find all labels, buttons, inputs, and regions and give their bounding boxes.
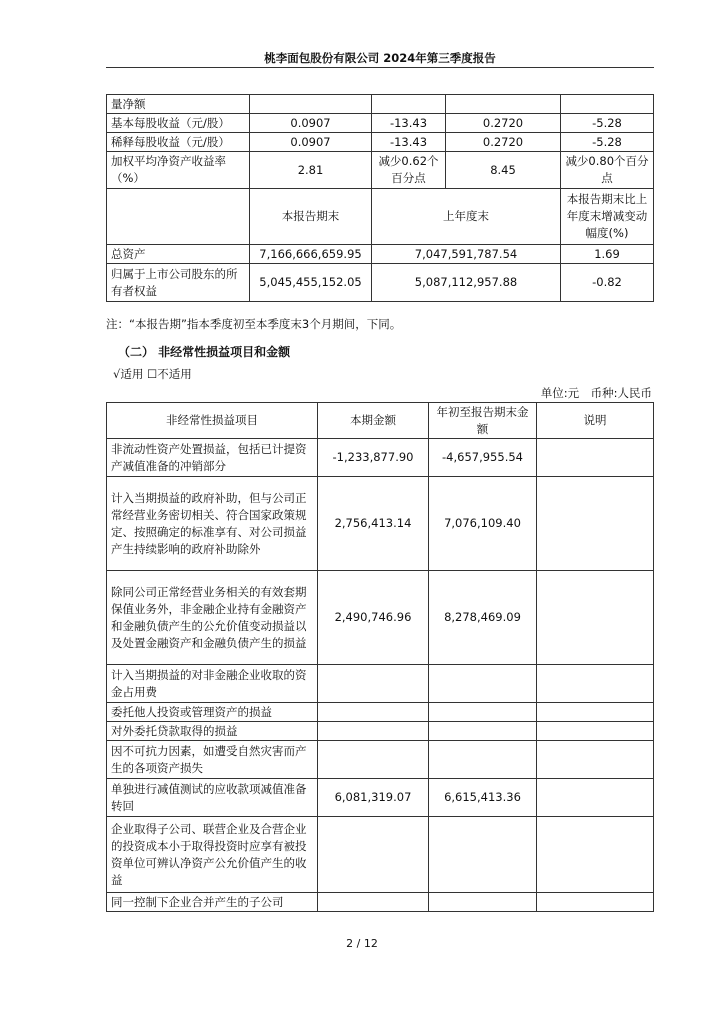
section-heading: （二） 非经常性损益项目和金额	[118, 345, 291, 359]
table-row	[107, 152, 654, 189]
table-cell: 1.69	[561, 245, 654, 264]
table-cell: 企业取得子公司、联营企业及合营企业的投资成本小于取得投资时应享有被投资单位可辨认净资产公允价值产生的收益	[107, 817, 318, 893]
table-cell: 减少0.80个百分点	[561, 152, 654, 189]
table-cell: 7,076,109.40	[429, 477, 537, 571]
table-cell: -0.82	[561, 264, 654, 302]
table-cell: 基本每股收益（元/股）	[107, 114, 250, 133]
table-row	[107, 264, 654, 302]
table-cell	[318, 817, 429, 893]
table-cell: -1,233,877.90	[318, 439, 429, 477]
table-cell: -5.28	[561, 114, 654, 133]
applicability-options	[113, 366, 192, 382]
table-cell: 0.2720	[446, 133, 561, 152]
table-cell: 因不可抗力因素，如遭受自然灾害而产生的各项资产损失	[107, 741, 318, 779]
table-cell	[250, 95, 372, 114]
column-header: 说明	[537, 403, 654, 439]
table-cell	[318, 703, 429, 722]
table-cell	[429, 722, 537, 741]
table-cell: 同一控制下企业合并产生的子公司	[107, 893, 318, 912]
table-cell: 归属于上市公司股东的所有者权益	[107, 264, 250, 302]
column-header: 非经常性损益项目	[107, 403, 318, 439]
table-row	[107, 703, 654, 722]
table-cell	[537, 477, 654, 571]
table-cell: -5.28	[561, 133, 654, 152]
table-cell: 8,278,469.09	[429, 571, 537, 665]
table-cell: 2,490,746.96	[318, 571, 429, 665]
table-cell: 总资产	[107, 245, 250, 264]
column-header: 上年度末	[372, 189, 561, 245]
table-cell: 0.0907	[250, 133, 372, 152]
table-row	[107, 114, 654, 133]
non-recurring-items-table	[106, 402, 654, 912]
table-cell	[429, 665, 537, 703]
table-cell: 单独进行减值测试的应收款项减值准备转回	[107, 779, 318, 817]
table-row	[107, 189, 654, 245]
column-header: 本报告期末比上年度末增减变动幅度(%)	[561, 189, 654, 245]
table-cell	[429, 703, 537, 722]
table-cell	[537, 571, 654, 665]
table-cell: 稀释每股收益（元/股）	[107, 133, 250, 152]
table-row	[107, 893, 654, 912]
table-cell	[107, 189, 250, 245]
financial-indicators-table	[106, 94, 654, 302]
table-cell: 计入当期损益的对非金融企业收取的资金占用费	[107, 665, 318, 703]
table-row	[107, 477, 654, 571]
table-row	[107, 245, 654, 264]
table-cell	[537, 817, 654, 893]
table-cell: 委托他人投资或管理资产的损益	[107, 703, 318, 722]
checkbox-icon: ☐	[146, 367, 158, 381]
table-cell: 0.0907	[250, 114, 372, 133]
table-row	[107, 439, 654, 477]
table-cell	[537, 703, 654, 722]
table-row	[107, 665, 654, 703]
table-row	[107, 571, 654, 665]
table-cell	[446, 95, 561, 114]
column-header: 年初至报告期末金额	[429, 403, 537, 439]
table-row	[107, 741, 654, 779]
table-cell: 0.2720	[446, 114, 561, 133]
header-divider	[106, 67, 654, 68]
table-note: 注：“本报告期”指本季度初至本季度末3个月期间，下同。	[106, 317, 402, 331]
table-cell: -13.43	[372, 133, 446, 152]
table-cell: 6,615,413.36	[429, 779, 537, 817]
table-cell	[537, 779, 654, 817]
table-cell: 2.81	[250, 152, 372, 189]
table-header-row	[107, 403, 654, 439]
table-cell: 7,047,591,787.54	[372, 245, 561, 264]
table-cell	[429, 893, 537, 912]
check-mark-icon: √	[113, 367, 121, 381]
table-cell	[429, 817, 537, 893]
table-cell: 6,081,319.07	[318, 779, 429, 817]
table-row	[107, 779, 654, 817]
table-cell	[537, 439, 654, 477]
table-cell	[318, 741, 429, 779]
table-cell	[561, 95, 654, 114]
table-cell: 5,087,112,957.88	[372, 264, 561, 302]
table-row	[107, 722, 654, 741]
page-number: 2 / 12	[346, 937, 378, 950]
applies-label: 适用	[120, 367, 144, 381]
table-row	[107, 817, 654, 893]
table-cell: -13.43	[372, 114, 446, 133]
table-cell	[537, 741, 654, 779]
table-cell	[537, 893, 654, 912]
column-header: 本期金额	[318, 403, 429, 439]
table-cell: 7,166,666,659.95	[250, 245, 372, 264]
table-cell: 计入当期损益的政府补助，但与公司正常经营业务密切相关、符合国家政策规定、按照确定的标准享有、对公司损益产生持续影响的政府补助除外	[107, 477, 318, 571]
column-header: 本报告期末	[250, 189, 372, 245]
table-cell: 2,756,413.14	[318, 477, 429, 571]
table-cell	[318, 722, 429, 741]
table-cell	[429, 741, 537, 779]
table-cell: 5,045,455,152.05	[250, 264, 372, 302]
table-cell	[372, 95, 446, 114]
unit-label: 单位:元 币种:人民币	[540, 386, 652, 400]
table-cell: 加权平均净资产收益率（%）	[107, 152, 250, 189]
table-cell	[318, 665, 429, 703]
table-row	[107, 95, 654, 114]
table-cell: 除同公司正常经营业务相关的有效套期保值业务外，非金融企业持有金融资产和金融负债产生的公允价值变动损益以及处置金融资产和金融负债产生的损益	[107, 571, 318, 665]
table-cell	[318, 893, 429, 912]
table-cell: 非流动性资产处置损益，包括已计提资产减值准备的冲销部分	[107, 439, 318, 477]
table-cell: 量净额	[107, 95, 250, 114]
table-cell: -4,657,955.54	[429, 439, 537, 477]
page-header-title: 桃李面包股份有限公司 2024年第三季度报告	[264, 51, 496, 65]
table-cell: 对外委托贷款取得的损益	[107, 722, 318, 741]
table-row	[107, 133, 654, 152]
table-cell: 8.45	[446, 152, 561, 189]
not-applies-label: 不适用	[157, 367, 192, 381]
table-cell	[537, 722, 654, 741]
table-cell	[537, 665, 654, 703]
table-cell: 减少0.62个百分点	[372, 152, 446, 189]
